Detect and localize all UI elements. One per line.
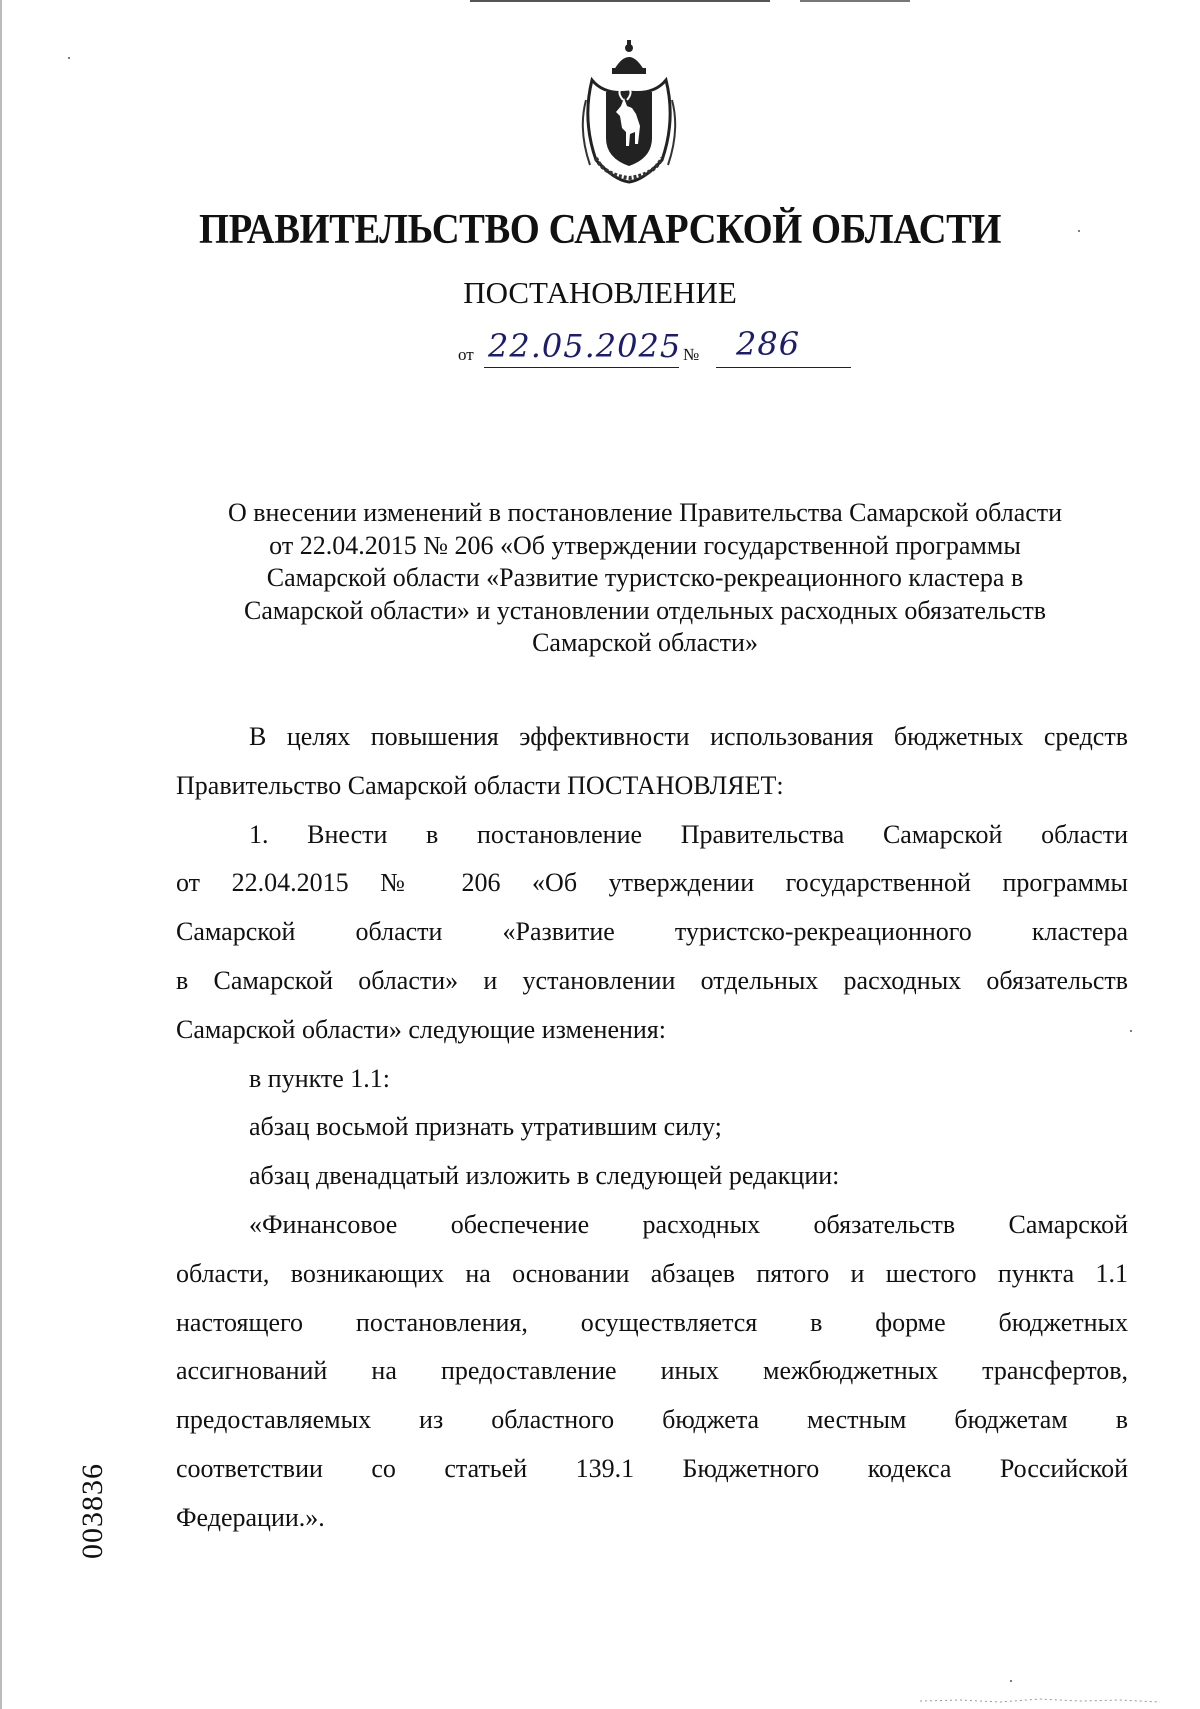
body-line: соответствии со статьей 139.1 Бюджетного кодекса Российской xyxy=(176,1453,1128,1483)
handwritten-number: 286 xyxy=(736,325,801,363)
body-line: настоящего постановления, осуществляется в форме бюджетных xyxy=(176,1307,1128,1337)
subject-line: от 22.04.2015 № 206 «Об утверждении государственной программы xyxy=(269,530,1021,560)
body-line: абзац двенадцатый изложить в следующей редакции: xyxy=(249,1161,840,1191)
body-line: в Самарской области» и установлении отдельных расходных обязательств xyxy=(176,965,1128,995)
side-registration-number: 003836 xyxy=(76,1463,109,1559)
scan-edge-line xyxy=(800,0,910,2)
body-line: 1. Внести в постановление Правительства Самарской области xyxy=(249,819,1128,849)
body-line: В целях повышения эффективности использования бюджетных средств xyxy=(249,722,1128,751)
body-line: Федерации.». xyxy=(176,1502,325,1532)
scan-speck xyxy=(1078,230,1080,232)
date-number-line xyxy=(458,325,858,373)
body-line: от 22.04.2015 № 206 «Об утверждении государственной программы xyxy=(176,868,1128,898)
body-line: «Финансовое обеспечение расходных обязательств Самарской xyxy=(249,1209,1128,1239)
body-line: Правительство Самарской области ПОСТАНОВЛЯЕТ: xyxy=(176,770,784,800)
document-type: ПОСТАНОВЛЕНИЕ xyxy=(463,275,737,310)
body-line: области, возникающих на основании абзацев пятого и шестого пункта 1.1 xyxy=(176,1258,1128,1288)
subject-line: О внесении изменений в постановление Правительства Самарской области xyxy=(227,498,1063,527)
subject-line: Самарской области» и установлении отдельных расходных обязательств xyxy=(243,595,1046,625)
document-body xyxy=(176,713,1128,1543)
document-subject xyxy=(160,497,1130,660)
scan-speck xyxy=(1130,1030,1132,1032)
handwritten-date: 22.05.2025 xyxy=(488,327,682,365)
scan-left-edge xyxy=(0,0,2,1709)
body-line: Самарской области» следующие изменения: xyxy=(176,1014,666,1044)
scan-speck xyxy=(1010,1680,1012,1682)
body-line: ассигнований на предоставление иных межбюджетных трансфертов, xyxy=(176,1356,1128,1386)
date-prefix: от xyxy=(458,345,474,364)
coat-of-arms-icon xyxy=(574,40,684,185)
body-line: в пункте 1.1: xyxy=(249,1063,391,1093)
body-line: предоставляемых из областного бюджета местным бюджетам в xyxy=(176,1405,1128,1435)
number-prefix: № xyxy=(683,345,700,364)
subject-line: Самарской области» xyxy=(532,628,758,657)
body-line: абзац восьмой признать утратившим силу; xyxy=(249,1112,722,1142)
date-underline xyxy=(484,367,679,368)
body-line: Самарской области «Развитие туристско-рекреационного кластера xyxy=(176,917,1128,947)
scan-edge-line xyxy=(470,0,770,2)
number-underline xyxy=(716,367,851,368)
organization-title: ПРАВИТЕЛЬСТВО САМАРСКОЙ ОБЛАСТИ xyxy=(199,207,1001,253)
scan-speck xyxy=(68,57,70,59)
scan-scribble xyxy=(920,1695,1160,1705)
subject-line: Самарской области «Развитие туристско-рекреационного кластера в xyxy=(266,563,1024,592)
